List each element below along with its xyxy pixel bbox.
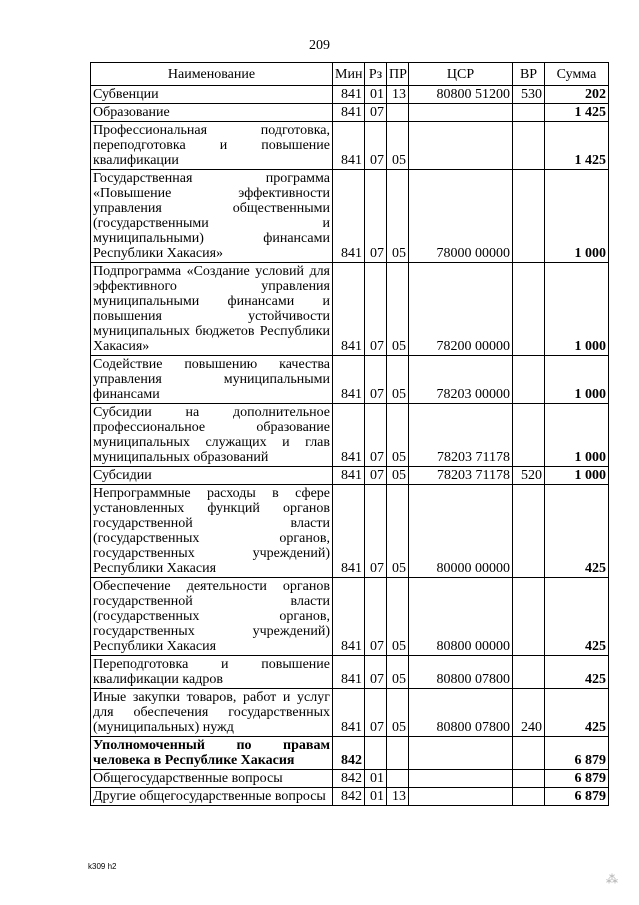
table-row: [91, 689, 609, 737]
cell-name: Субсидии на дополнительное профессиональное образование муниципальных служащих и глав муниципальных образований: [91, 404, 333, 467]
cell-sum: 1 425: [545, 104, 609, 122]
cell-name: Субсидии: [91, 467, 333, 485]
cell-sum: 1 000: [545, 404, 609, 467]
cell-sum: 6 879: [545, 737, 609, 770]
cell-vr: [513, 578, 545, 656]
cell-pr: 13: [387, 788, 409, 806]
table-row: [91, 356, 609, 404]
cell-csr: 80000 00000: [409, 485, 513, 578]
cell-pr: [387, 104, 409, 122]
header-vr: ВР: [513, 63, 545, 86]
cell-vr: 530: [513, 86, 545, 104]
cell-rz: 01: [365, 86, 387, 104]
cell-rz: 07: [365, 404, 387, 467]
cell-sum: 425: [545, 689, 609, 737]
cell-min: 841: [333, 467, 365, 485]
cell-min: 842: [333, 788, 365, 806]
table-row: [91, 104, 609, 122]
cell-min: 841: [333, 485, 365, 578]
table-row: [91, 578, 609, 656]
page-number: 209: [309, 38, 330, 53]
cell-pr: 05: [387, 170, 409, 263]
cell-name: Субвенции: [91, 86, 333, 104]
cell-min: 841: [333, 104, 365, 122]
cell-name: Иные закупки товаров, работ и услуг для обеспечения государственных (муниципальных) нужд: [91, 689, 333, 737]
cell-sum: 1 000: [545, 356, 609, 404]
cell-vr: [513, 356, 545, 404]
cell-sum: 1 000: [545, 170, 609, 263]
cell-min: 841: [333, 122, 365, 170]
cell-csr: 80800 51200: [409, 86, 513, 104]
cell-min: 842: [333, 737, 365, 770]
cell-vr: [513, 404, 545, 467]
cell-rz: 01: [365, 770, 387, 788]
cell-rz: 07: [365, 104, 387, 122]
cell-csr: 78203 00000: [409, 356, 513, 404]
cell-vr: [513, 656, 545, 689]
cell-csr: [409, 788, 513, 806]
table-header-row: [91, 63, 609, 86]
header-pr: ПР: [387, 63, 409, 86]
table-row: [91, 170, 609, 263]
cell-name: Общегосударственные вопросы: [91, 770, 333, 788]
cell-pr: 05: [387, 689, 409, 737]
cell-pr: 05: [387, 485, 409, 578]
cell-name: Непрограммные расходы в сфере установленных функций органов государственной власти (государственных органов, государственных учреждений) Республики Хакасия: [91, 485, 333, 578]
budget-table: [90, 62, 609, 806]
cell-csr: 80800 07800: [409, 689, 513, 737]
cell-name: Уполномоченный по правам человека в Республике Хакасия: [91, 737, 333, 770]
cell-name: Содействие повышению качества управления муниципальными финансами: [91, 356, 333, 404]
cell-pr: 05: [387, 656, 409, 689]
cell-name: Другие общегосударственные вопросы: [91, 788, 333, 806]
table-row: [91, 770, 609, 788]
table-row: [91, 467, 609, 485]
cell-name: Профессиональная подготовка, переподготовка и повышение квалификации: [91, 122, 333, 170]
cell-vr: 520: [513, 467, 545, 485]
header-min: Мин: [333, 63, 365, 86]
cell-name: Обеспечение деятельности органов государственной власти (государственных органов, государственных учреждений) Республики Хакасия: [91, 578, 333, 656]
table-row: [91, 737, 609, 770]
cell-pr: [387, 770, 409, 788]
cell-csr: [409, 770, 513, 788]
cell-rz: 07: [365, 578, 387, 656]
cell-sum: 425: [545, 485, 609, 578]
cell-min: 841: [333, 404, 365, 467]
cell-rz: [365, 737, 387, 770]
cell-min: 841: [333, 656, 365, 689]
cell-min: 841: [333, 86, 365, 104]
cell-sum: 425: [545, 578, 609, 656]
cell-rz: 07: [365, 467, 387, 485]
cell-min: 841: [333, 689, 365, 737]
cell-csr: 78200 00000: [409, 263, 513, 356]
cell-rz: 07: [365, 656, 387, 689]
table-row: [91, 485, 609, 578]
cell-pr: 05: [387, 404, 409, 467]
cell-sum: 1 000: [545, 263, 609, 356]
table-row: [91, 788, 609, 806]
cell-vr: [513, 104, 545, 122]
cell-sum: 6 879: [545, 788, 609, 806]
header-rz: Рз: [365, 63, 387, 86]
cell-vr: [513, 485, 545, 578]
cell-min: 841: [333, 356, 365, 404]
cell-vr: [513, 122, 545, 170]
cell-csr: 80800 07800: [409, 656, 513, 689]
cell-sum: 1 000: [545, 467, 609, 485]
cell-pr: 05: [387, 263, 409, 356]
table-row: [91, 86, 609, 104]
cell-rz: 07: [365, 170, 387, 263]
cell-csr: 78000 00000: [409, 170, 513, 263]
cell-pr: 05: [387, 356, 409, 404]
cell-vr: 240: [513, 689, 545, 737]
cell-vr: [513, 770, 545, 788]
cell-min: 841: [333, 170, 365, 263]
corner-scan-mark: ⁂: [606, 872, 618, 886]
cell-sum: 1 425: [545, 122, 609, 170]
cell-pr: 05: [387, 122, 409, 170]
cell-name: Переподготовка и повышение квалификации кадров: [91, 656, 333, 689]
cell-csr: 78203 71178: [409, 467, 513, 485]
table-row: [91, 263, 609, 356]
footer-code: k309 h2: [88, 862, 117, 871]
cell-vr: [513, 737, 545, 770]
header-sum: Сумма: [545, 63, 609, 86]
cell-rz: 01: [365, 788, 387, 806]
cell-sum: 202: [545, 86, 609, 104]
cell-min: 841: [333, 263, 365, 356]
cell-rz: 07: [365, 122, 387, 170]
cell-vr: [513, 263, 545, 356]
cell-name: Подпрограмма «Создание условий для эффективного управления муниципальными финансами и повышения устойчивости муниципальных бюджетов Республики Хакасия»: [91, 263, 333, 356]
cell-pr: 05: [387, 578, 409, 656]
cell-csr: [409, 122, 513, 170]
cell-csr: [409, 104, 513, 122]
table-body: [91, 86, 609, 806]
cell-csr: 78203 71178: [409, 404, 513, 467]
cell-rz: 07: [365, 485, 387, 578]
cell-rz: 07: [365, 356, 387, 404]
cell-sum: 425: [545, 656, 609, 689]
table-row: [91, 122, 609, 170]
cell-min: 842: [333, 770, 365, 788]
cell-csr: 80800 00000: [409, 578, 513, 656]
table-row: [91, 404, 609, 467]
cell-name: Образование: [91, 104, 333, 122]
cell-rz: 07: [365, 263, 387, 356]
cell-name: Государственная программа «Повышение эффективности управления общественными (государственными и муниципальными) финансами Республики Хакасия»: [91, 170, 333, 263]
cell-rz: 07: [365, 689, 387, 737]
cell-sum: 6 879: [545, 770, 609, 788]
table-row: [91, 656, 609, 689]
header-name: Наименование: [91, 63, 333, 86]
cell-pr: [387, 737, 409, 770]
cell-csr: [409, 737, 513, 770]
header-csr: ЦСР: [409, 63, 513, 86]
cell-pr: 13: [387, 86, 409, 104]
cell-vr: [513, 788, 545, 806]
cell-min: 841: [333, 578, 365, 656]
cell-pr: 05: [387, 467, 409, 485]
cell-vr: [513, 170, 545, 263]
